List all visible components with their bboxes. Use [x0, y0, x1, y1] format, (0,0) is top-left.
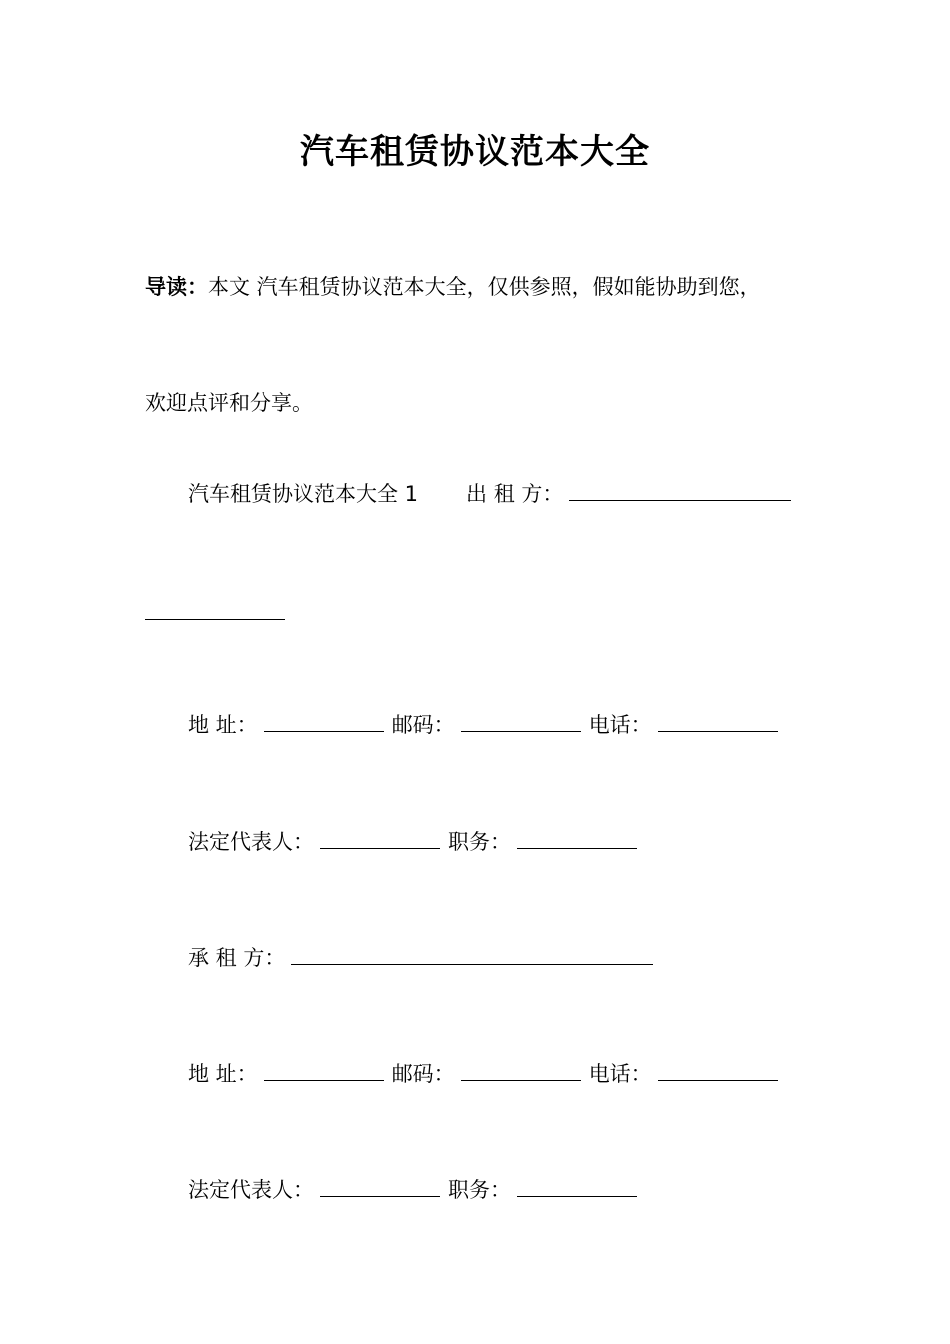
lessor-rep-blank [320, 826, 440, 849]
lessee-phone-blank [658, 1058, 778, 1081]
lessee-label: 承 租 方： [188, 946, 286, 970]
lessor-phone-label: 电话： [588, 713, 652, 737]
lessee-address-blank [264, 1058, 384, 1081]
lessor-rep-label: 法定代表人： [188, 830, 314, 854]
document-title: 汽车租赁协议范本大全 [300, 132, 650, 172]
lessee-rep-row [188, 1174, 637, 1205]
intro-text-1: 本文 汽车租赁协议范本大全，仅供参照，假如能协助到您， [208, 275, 761, 299]
lessee-address-label: 地 址： [188, 1062, 258, 1086]
lessee-position-blank [517, 1174, 637, 1197]
lessee-name-blank [291, 942, 653, 965]
lessee-postcode-label: 邮码： [391, 1062, 455, 1086]
lessor-position-blank [517, 826, 637, 849]
lessee-address-row [188, 1058, 778, 1089]
intro-line-2: 欢迎点评和分享。 [145, 391, 313, 415]
lessor-postcode-label: 邮码： [391, 713, 455, 737]
lessor-name-blank [569, 478, 791, 501]
intro-label: 导读： [145, 275, 208, 299]
lessee-position-label: 职务： [448, 1178, 511, 1202]
lessor-name-blank-continued [145, 619, 285, 620]
lessor-row [188, 478, 791, 509]
lessee-phone-label: 电话： [588, 1062, 652, 1086]
lessor-postcode-blank [461, 709, 581, 732]
section-heading: 汽车租赁协议范本大全 1 [188, 482, 419, 506]
lessor-label: 出 租 方： [466, 482, 564, 506]
lessor-rep-row [188, 826, 637, 857]
lessee-rep-blank [320, 1174, 440, 1197]
lessor-phone-blank [658, 709, 778, 732]
lessee-row [188, 942, 653, 973]
lessor-position-label: 职务： [448, 830, 511, 854]
lessor-address-row [188, 709, 778, 740]
lessee-rep-label: 法定代表人： [188, 1178, 314, 1202]
lessor-address-label: 地 址： [188, 713, 258, 737]
intro-line-1 [145, 272, 761, 302]
lessee-postcode-blank [461, 1058, 581, 1081]
lessor-address-blank [264, 709, 384, 732]
